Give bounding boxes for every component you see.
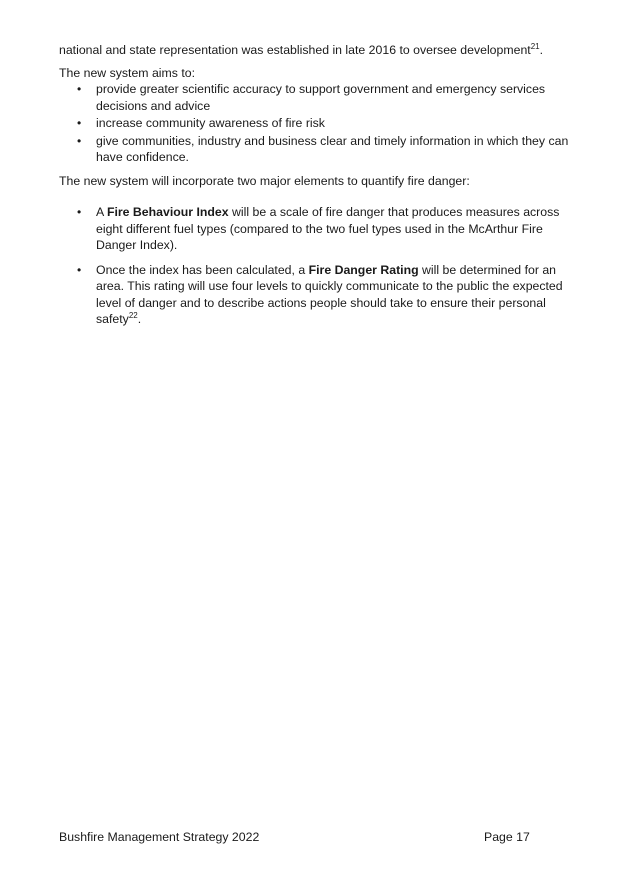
footnote-ref-21[interactable]: 21 — [530, 41, 540, 51]
bullet-icon: • — [77, 82, 82, 96]
bullet-icon: • — [77, 205, 82, 219]
element-term: Fire Behaviour Index — [106, 205, 229, 219]
list-item — [59, 133, 579, 166]
list-item — [59, 262, 579, 328]
continuation-text: national and state representation was established in late 2016 to oversee development — [59, 43, 531, 57]
bullet-icon: • — [77, 133, 82, 148]
footnote-ref-22[interactable]: 22 — [128, 310, 138, 320]
page-body — [59, 42, 579, 336]
footer-title: Bushfire Management Strategy 2022 — [59, 830, 260, 844]
list-item — [59, 204, 579, 254]
element-pre: Once the index has been calculated, a — [96, 262, 309, 277]
bullet-icon: • — [77, 116, 82, 130]
elements-list — [59, 204, 579, 328]
continuation-end: . — [539, 43, 544, 57]
aim-text: give communities, industry and business clear and timely information in which they can have confidence. — [96, 133, 569, 164]
element-end: . — [137, 312, 142, 326]
bullet-icon: • — [77, 262, 82, 277]
list-item — [59, 115, 579, 132]
aims-intro: The new system aims to: — [59, 65, 195, 80]
element-post: will be determined for an area. This rating will use four levels to quickly communicate to the public the expected level of danger and to describe actions people should take to ensure their personal safety — [96, 262, 563, 326]
aim-text: provide greater scientific accuracy to support government and emergency services decisions and advice — [96, 82, 546, 113]
aims-list — [59, 81, 579, 166]
element-term: Fire Danger Rating — [308, 262, 419, 277]
list-item — [59, 81, 579, 114]
continuation-paragraph — [59, 42, 579, 59]
element-post: will be a scale of fire danger that produces measures across eight different fuel types (compared to the two fuel types used in the McArthur Fire Danger Index). — [96, 205, 560, 252]
page-number: Page 17 — [484, 830, 530, 844]
elements-intro: The new system will incorporate two major elements to quantify fire danger: — [59, 173, 470, 188]
aim-text: increase community awareness of fire risk — [96, 116, 325, 130]
element-pre: A — [96, 205, 107, 219]
